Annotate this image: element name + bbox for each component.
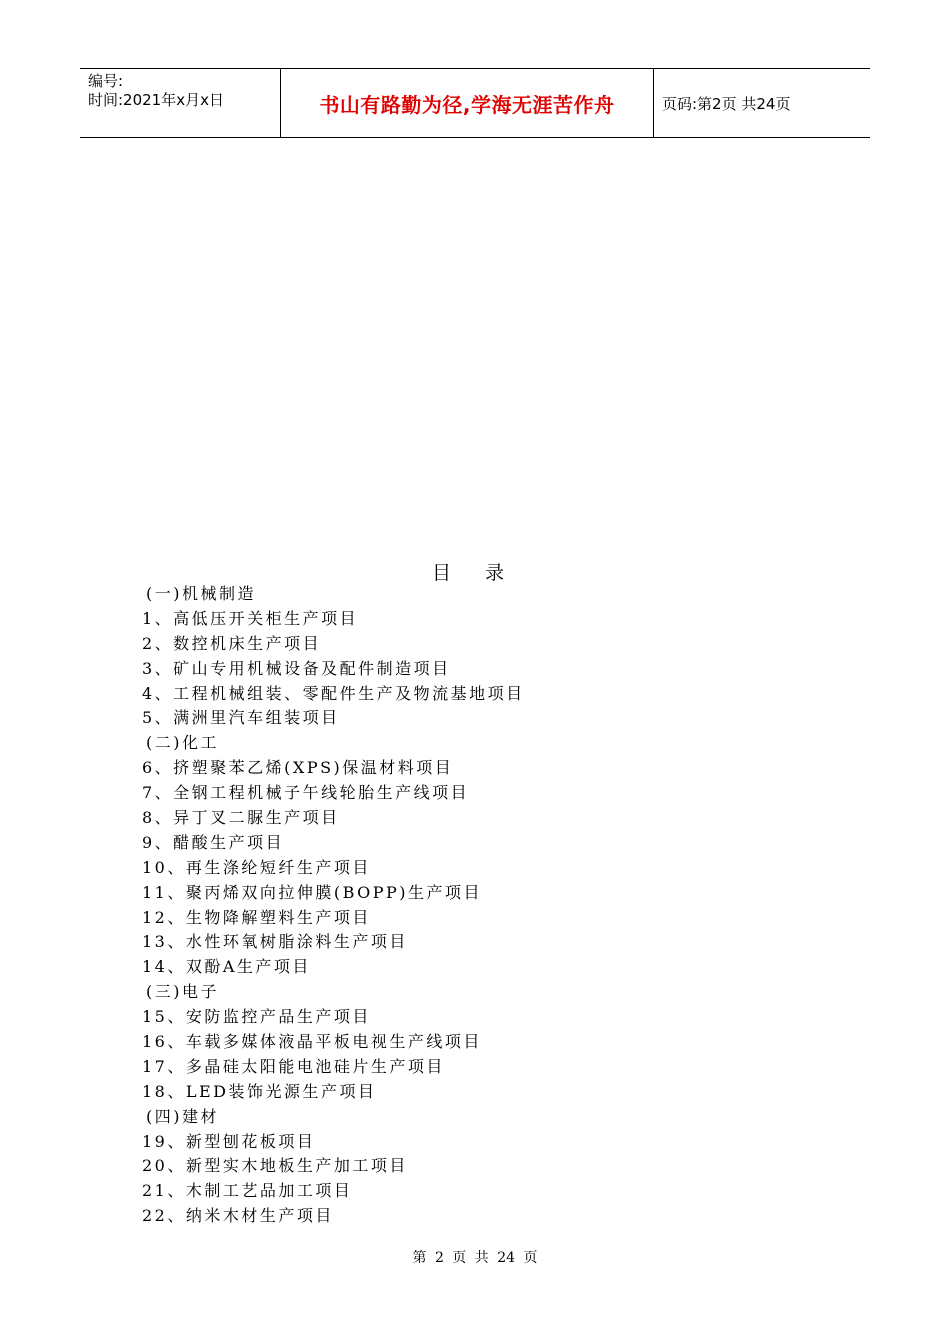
toc-entry: 13、水性环氧树脂涂料生产项目 [142,932,408,952]
toc-entry: 15、安防监控产品生产项目 [142,1007,371,1027]
toc-entry: 3、矿山专用机械设备及配件制造项目 [142,658,451,678]
toc-category: (四)建材 [146,1106,219,1126]
toc-entry: 21、木制工艺品加工项目 [142,1181,353,1201]
toc-entry: 1、高低压开关柜生产项目 [142,608,359,628]
toc-entry: 2、数控机床生产项目 [142,633,322,653]
toc-entry: 17、多晶硅太阳能电池硅片生产项目 [142,1056,445,1076]
toc-entry: 14、双酚A生产项目 [142,957,311,977]
toc-entry: 9、醋酸生产项目 [142,832,285,852]
toc-entry: 22、纳米木材生产项目 [142,1206,334,1226]
toc-title: 目 录 [431,562,519,584]
header-motto: 书山有路勤为径,学海无涯苦作舟 [319,92,615,117]
number-label: 编号: [88,72,124,90]
toc-entry: 8、异丁叉二脲生产项目 [142,808,340,828]
toc-category: (一)机械制造 [146,584,256,603]
toc-entry: 18、LED装饰光源生产项目 [142,1081,377,1101]
toc-entry: 6、挤塑聚苯乙烯(XPS)保温材料项目 [142,758,454,778]
toc-entry: 16、车载多媒体液晶平板电视生产线项目 [142,1032,482,1052]
toc-entry: 12、生物降解塑料生产项目 [142,907,371,927]
table-of-contents [142,582,525,1229]
toc-entry: 11、聚丙烯双向拉伸膜(BOPP)生产项目 [142,882,483,902]
header-motto-cell [281,69,654,137]
header-page-info: 页码:第2页 共24页 [662,94,791,113]
toc-entry: 19、新型刨花板项目 [142,1131,316,1151]
toc-entry: 20、新型实木地板生产加工项目 [142,1156,408,1176]
page-header [80,68,870,138]
toc-entry: 10、再生涤纶短纤生产项目 [142,857,371,877]
toc-entry: 5、满洲里汽车组装项目 [142,708,340,728]
toc-entry: 4、工程机械组装、零配件生产及物流基地项目 [142,683,525,703]
toc-entry: 7、全钢工程机械子午线轮胎生产线项目 [142,783,470,803]
toc-category: (二)化工 [146,733,219,753]
header-meta-cell [80,69,281,137]
date-label: 时间:2021年x月x日 [88,91,224,109]
toc-category: (三)电子 [146,982,219,1002]
header-page-cell [654,69,870,137]
page-footer: 第 2 页 共 24 页 [412,1250,538,1266]
